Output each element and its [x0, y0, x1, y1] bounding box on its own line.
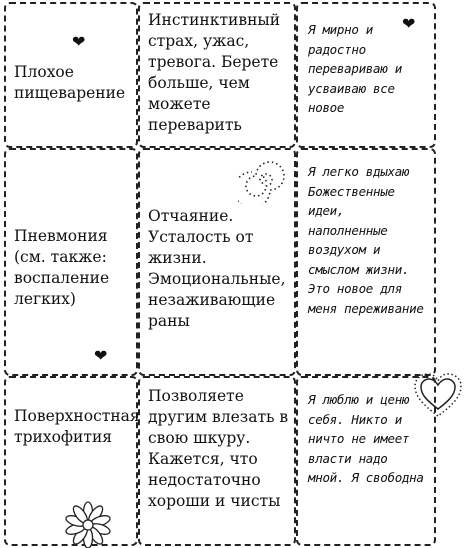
spiral-icon [238, 156, 288, 204]
affirmation-text: Я люблю и ценю себя. Никто и ничто не имеет власти надо мной. Я свободна [308, 392, 424, 485]
cause-cell-1 [138, 2, 296, 148]
illness-text: Плохое пищеварение [14, 63, 126, 102]
cause-text: Отчаяние. Усталость от жизни. Эмоциональные, незаживающие раны [148, 207, 286, 330]
cause-text: Позволяете другим влезать в свою шкуру. Кажется, что недостаточно хороши и чисты [148, 387, 289, 510]
affirmation-text: Я мирно и радостно перевариваю и усваиваю все новое [308, 22, 402, 115]
cause-cell-2 [138, 148, 296, 376]
heart-outline-icon [412, 372, 464, 420]
heart-icon: ❤ [94, 346, 108, 365]
illness-text: Пневмония (см. также: воспаление легких) [14, 227, 110, 308]
illness-cell-2 [4, 148, 138, 376]
affirmation-cell-1 [296, 2, 436, 148]
cause-cell-3 [138, 376, 296, 546]
illness-cell-1 [4, 2, 138, 148]
affirmation-cell-2 [296, 148, 436, 376]
heart-icon: ❤ [72, 32, 86, 51]
cause-text: Инстинктивный страх, ужас, тревога. Берете больше, чем можете переварить [148, 11, 281, 134]
illness-text: Поверхностная трихофития [14, 407, 140, 446]
affirmation-text: Я легко вдыхаю Божественные идеи, наполненные воздухом и смыслом жизни. Это новое для меня переживание [308, 164, 424, 316]
flower-icon [62, 500, 114, 548]
heart-icon: ❤ [402, 14, 416, 33]
